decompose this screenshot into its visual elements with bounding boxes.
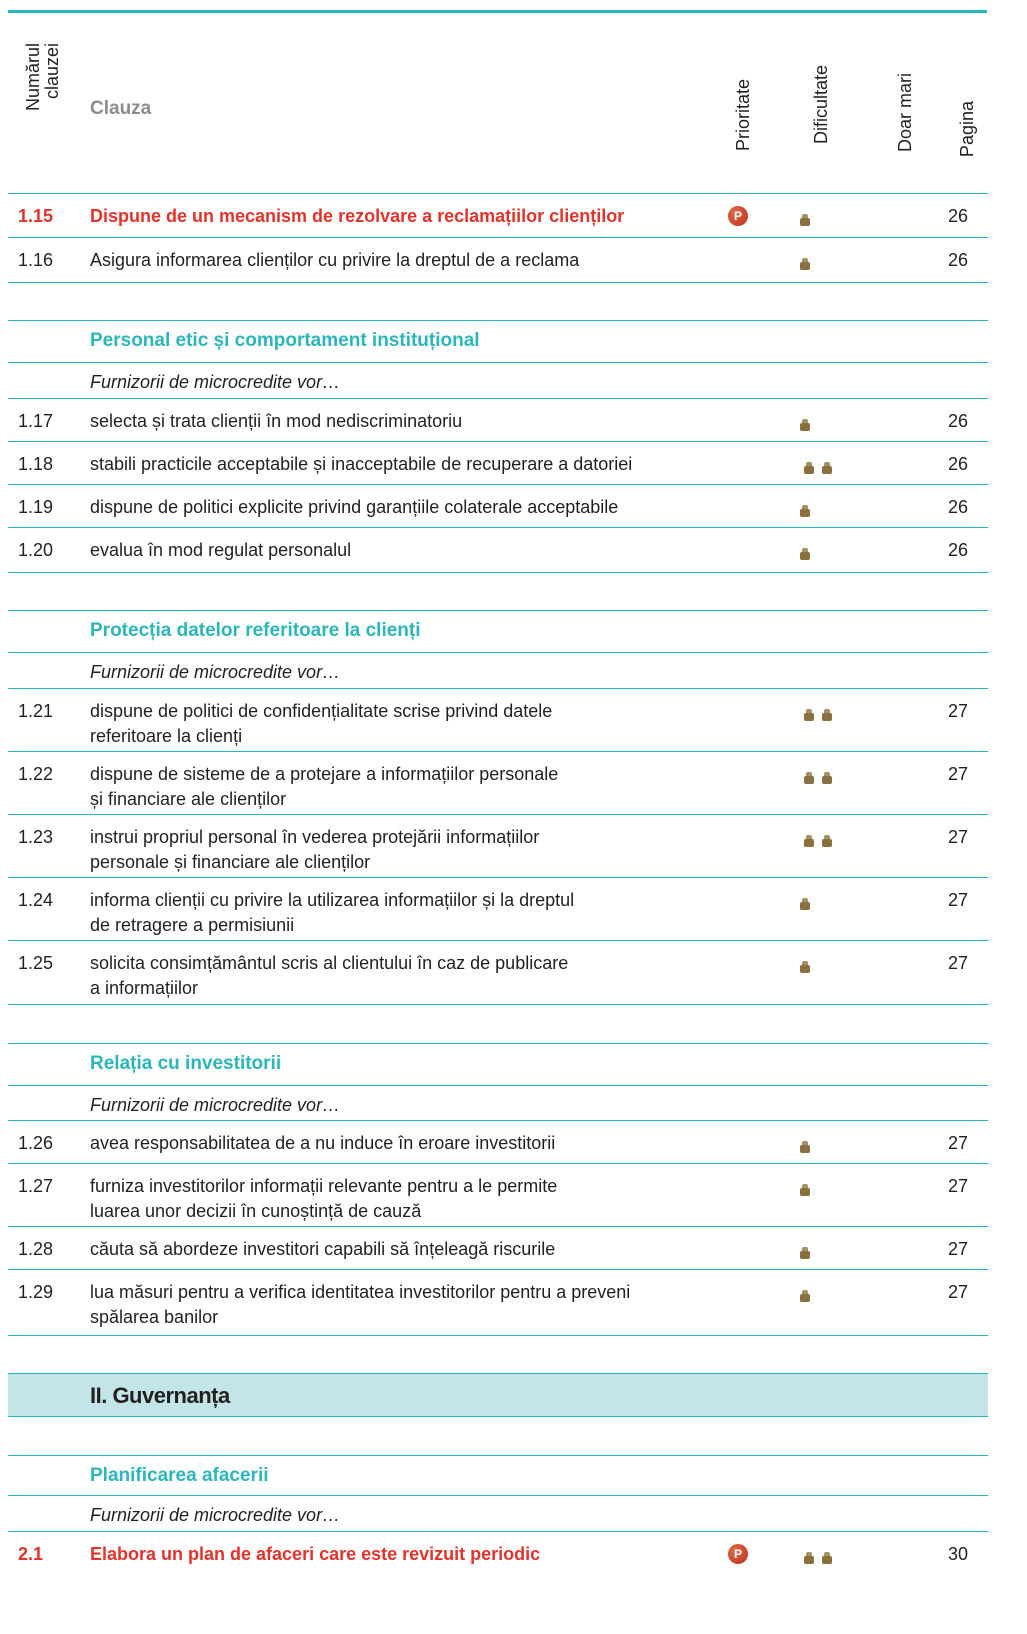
difficulty-icons [804, 827, 832, 847]
clause-text: avea responsabilitatea de a nu induce în eroare investitorii [90, 1133, 556, 1153]
difficulty-icons [804, 1544, 832, 1564]
clause-text-line: spălarea banilor [90, 1307, 219, 1327]
difficulty-hand-icon [800, 1184, 810, 1196]
header-doar-mari: Doar mari [895, 73, 915, 153]
table-row [8, 484, 988, 528]
difficulty-hand-icon [800, 1141, 810, 1153]
table-row [8, 398, 988, 442]
clause-text-line: personale și financiare ale clienților [90, 852, 371, 872]
clause-text-line: de retragere a permisiunii [90, 915, 295, 935]
difficulty-hand-icon [800, 548, 810, 560]
section-intro-text: Furnizorii de microcredite vor… [90, 1505, 341, 1525]
section-title [8, 1455, 988, 1496]
difficulty-icons [800, 540, 810, 560]
page-number: 27 [948, 1239, 969, 1259]
section-title [8, 610, 988, 653]
difficulty-icons [800, 1282, 810, 1302]
difficulty-icons [800, 1133, 810, 1153]
clause-number: 1.28 [18, 1239, 54, 1259]
table-row [8, 1163, 988, 1227]
difficulty-icons [800, 890, 810, 910]
difficulty-icons [800, 953, 810, 973]
page-number: 27 [948, 953, 969, 973]
page-number: 26 [948, 454, 969, 474]
section-intro [8, 1495, 988, 1532]
difficulty-hand-icon [804, 462, 814, 474]
difficulty-icons [800, 497, 810, 517]
clause-number: 2.1 [18, 1544, 44, 1564]
header-pagina: Pagina [957, 101, 977, 158]
priority-icon: P [728, 1544, 748, 1564]
clause-text-line: și financiare ale clienților [90, 789, 287, 809]
table-row [8, 814, 988, 878]
header-prioritate: Prioritate [733, 79, 753, 152]
difficulty-icons [804, 454, 832, 474]
section-intro [8, 1085, 988, 1121]
clause-text: Elabora un plan de afaceri care este revizuit periodic [90, 1544, 541, 1564]
difficulty-icons [804, 764, 832, 784]
chapter-title: II. Guvernanța [90, 1383, 230, 1408]
section-intro-text: Furnizorii de microcredite vor… [90, 1095, 341, 1115]
difficulty-hand-icon [800, 214, 810, 226]
table-row [8, 193, 988, 238]
table-row [8, 237, 988, 283]
section-title-text: Planificarea afacerii [90, 1465, 269, 1486]
clause-text: Dispune de un mecanism de rezolvare a reclamațiilor clienților [90, 206, 625, 226]
header-numar-line2: clauzei [42, 43, 62, 100]
clause-text-line: informa clienții cu privire la utilizarea informațiilor și la dreptul [90, 890, 575, 910]
clause-text-line: furniza investitorilor informații relevante pentru a le permite [90, 1176, 558, 1196]
section-intro-text: Furnizorii de microcredite vor… [90, 372, 341, 392]
header-numar-line1: Numărul [23, 43, 43, 112]
difficulty-hand-icon [804, 772, 814, 784]
clause-number: 1.27 [18, 1176, 54, 1196]
table-header [0, 13, 1027, 201]
section-title-text: Personal etic și comportament instituțional [90, 330, 480, 351]
clause-text-line: luarea unor decizii în cunoștință de cauză [90, 1201, 422, 1221]
difficulty-hand-icon [822, 709, 832, 721]
clause-text-line: a informațiilor [90, 978, 199, 998]
page-number: 26 [948, 540, 969, 560]
difficulty-icons [800, 411, 810, 431]
table-row [8, 877, 988, 941]
page-number: 27 [948, 764, 969, 784]
table-row [8, 1120, 988, 1164]
section-title [8, 320, 988, 363]
section-intro [8, 362, 988, 399]
difficulty-hand-icon [822, 835, 832, 847]
clause-text-line: referitoare la clienți [90, 726, 243, 746]
difficulty-hand-icon [822, 1552, 832, 1564]
page-number: 30 [948, 1544, 969, 1564]
clause-number: 1.17 [18, 411, 54, 431]
clause-text-line: lua măsuri pentru a verifica identitatea investitorilor pentru a preveni [90, 1282, 631, 1302]
clause-text: evalua în mod regulat personalul [90, 540, 352, 560]
difficulty-hand-icon [800, 961, 810, 973]
header-clauza: Clauza [90, 98, 152, 119]
section-title-text: Protecția datelor referitoare la clienți [90, 620, 421, 641]
table-row [8, 527, 988, 573]
difficulty-hand-icon [800, 898, 810, 910]
clause-number: 1.22 [18, 764, 54, 784]
clause-text: căuta să abordeze investitori capabili să înțeleagă riscurile [90, 1239, 556, 1259]
header-dificultate: Dificultate [811, 65, 831, 145]
page-number: 26 [948, 411, 969, 431]
difficulty-hand-icon [800, 258, 810, 270]
priority-icon: P [728, 206, 748, 226]
difficulty-icons [800, 1239, 810, 1259]
table-row [8, 688, 988, 752]
section-title-text: Relația cu investitorii [90, 1053, 282, 1074]
clause-text-line: instrui propriul personal în vederea protejării informațiilor [90, 827, 540, 847]
clause-text-line: dispune de sisteme de a protejare a informațiilor personale [90, 764, 559, 784]
clause-number: 1.18 [18, 454, 54, 474]
difficulty-hand-icon [800, 419, 810, 431]
difficulty-hand-icon [804, 1552, 814, 1564]
clause-number: 1.29 [18, 1282, 54, 1302]
clause-number: 1.20 [18, 540, 54, 560]
table-row [8, 940, 988, 1005]
page-number: 27 [948, 701, 969, 721]
difficulty-icons [800, 206, 810, 226]
difficulty-hand-icon [800, 505, 810, 517]
page-number: 27 [948, 1176, 969, 1196]
page-number: 26 [948, 250, 969, 270]
table-row [8, 1269, 988, 1336]
difficulty-icons [800, 250, 810, 270]
clause-number: 1.21 [18, 701, 54, 721]
clause-number: 1.26 [18, 1133, 54, 1153]
table-row [8, 441, 988, 485]
table-row [8, 1226, 988, 1270]
table-row [8, 751, 988, 815]
clause-text: Asigura informarea clienților cu privire la dreptul de a reclama [90, 250, 580, 270]
page-number: 27 [948, 890, 969, 910]
clause-number: 1.16 [18, 250, 54, 270]
difficulty-hand-icon [822, 462, 832, 474]
clause-text: selecta și trata clienții în mod nediscriminatoriu [90, 411, 463, 431]
difficulty-icons [800, 1176, 810, 1196]
difficulty-hand-icon [804, 835, 814, 847]
difficulty-hand-icon [822, 772, 832, 784]
chapter-heading [8, 1373, 988, 1417]
page-number: 27 [948, 827, 969, 847]
clause-text-line: dispune de politici de confidențialitate scrise privind datele [90, 701, 553, 721]
page-number: 27 [948, 1282, 969, 1302]
clause-text: dispune de politici explicite privind garanțiile colaterale acceptabile [90, 497, 619, 517]
page-number: 26 [948, 497, 969, 517]
difficulty-hand-icon [804, 709, 814, 721]
difficulty-hand-icon [800, 1247, 810, 1259]
clause-number: 1.24 [18, 890, 54, 910]
clause-text-line: solicita consimțământul scris al clientului în caz de publicare [90, 953, 569, 973]
difficulty-hand-icon [800, 1290, 810, 1302]
table-row [8, 1531, 988, 1572]
clause-number: 1.19 [18, 497, 54, 517]
page-number: 26 [948, 206, 969, 226]
section-intro [8, 652, 988, 689]
difficulty-icons [804, 701, 832, 721]
page-number: 27 [948, 1133, 969, 1153]
clause-text: stabili practicile acceptabile și inacceptabile de recuperare a datoriei [90, 454, 633, 474]
clause-number: 1.15 [18, 206, 54, 226]
section-intro-text: Furnizorii de microcredite vor… [90, 662, 341, 682]
clause-number: 1.25 [18, 953, 54, 973]
clause-number: 1.23 [18, 827, 54, 847]
section-title [8, 1043, 988, 1086]
header-numar-clauzei [24, 43, 62, 111]
